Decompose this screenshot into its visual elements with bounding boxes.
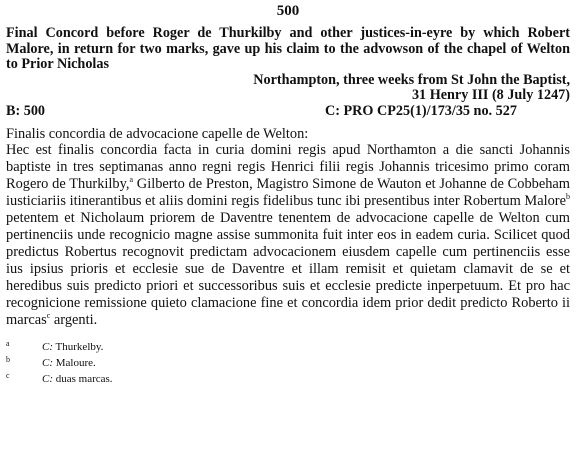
document-page (6, 2, 570, 387)
footnote-mark: a (6, 338, 10, 348)
body-segment-2: Gilberto de Preston, Magistro Simone de Wauton et Johanne de Cobbeham iusticiariis itinerantibus et aliis domini regis fidelibus tunc ibi presentibus inter Robertum Malore (6, 175, 571, 209)
latin-text-body (6, 142, 570, 329)
footnote-ms-siglum: C: (42, 340, 53, 353)
document-number: 500 (276, 3, 300, 19)
footnote-text (42, 371, 113, 387)
footnote-text (42, 355, 96, 371)
body-segment-4: argenti. (50, 311, 98, 328)
footnote-mark: b (6, 354, 10, 364)
footnote-ms-siglum: C: (42, 372, 53, 385)
place-date-line-1: Northampton, three weeks from St John the Baptist, (253, 71, 570, 88)
footnotes (6, 339, 570, 387)
body-segment-3: petentem et Nicholaum priorem de Daventre tenentem de advocacione capelle de Welton cum pertinenciis unde recognicio magne assise summonita fuit inter eos in eadem curia. Scilicet quod predictus Robertus recognovit predictam advocacionem eiusdem capelle cum pertinenciis esse ius ipsius prioris et ecclesie sue de Daventre et illam remisit et quietam clamavit de se et heredibus suis predicto priori et successoribus suis et ecclesie predicte inperpetuum. Et pro hac recognicione remissione quieto clamacione fine et concordia idem prior dedit predicto Roberto ii marcas (6, 209, 570, 328)
footnote-ref-a: a (129, 174, 134, 184)
reference-b: B: 500 (6, 102, 46, 119)
footnote-reading: Thurkelby. (53, 340, 104, 353)
footnote-reading: Maloure. (53, 356, 96, 369)
reference-c: C: PRO CP25(1)/173/35 no. 527 (325, 102, 517, 119)
footnote (6, 371, 570, 387)
footnote (6, 355, 570, 371)
source-references (6, 104, 570, 120)
place-date-line-2: 31 Henry III (8 July 1247) (411, 87, 570, 103)
footnote-ms-siglum: C: (42, 356, 53, 369)
footnote (6, 339, 570, 355)
document-title: Final Concord before Roger de Thurkilby and other justices-in-eyre by which Robert Malore, in return for two marks, gave up his claim to the advowson of the chapel of Welton to Prior Nicholas (6, 25, 570, 72)
footnote-text (42, 339, 103, 355)
footnote-ref-b: b (566, 191, 570, 201)
incipit: Finalis concordia de advocacione capelle de Welton: (6, 125, 309, 142)
footnote-ref-c: c (46, 310, 51, 320)
footnote-mark: c (6, 370, 10, 380)
body-segment-1: Hec est finalis concordia facta in curia domini regis apud Northamton a die sancti Johannis baptiste in tres septimanas anno regni regis Henrici filii regis Johannis tricesimo primo coram Rogero de Thurkilby, (6, 141, 570, 192)
footnote-reading: duas marcas. (53, 372, 113, 385)
place-and-date (6, 73, 570, 104)
